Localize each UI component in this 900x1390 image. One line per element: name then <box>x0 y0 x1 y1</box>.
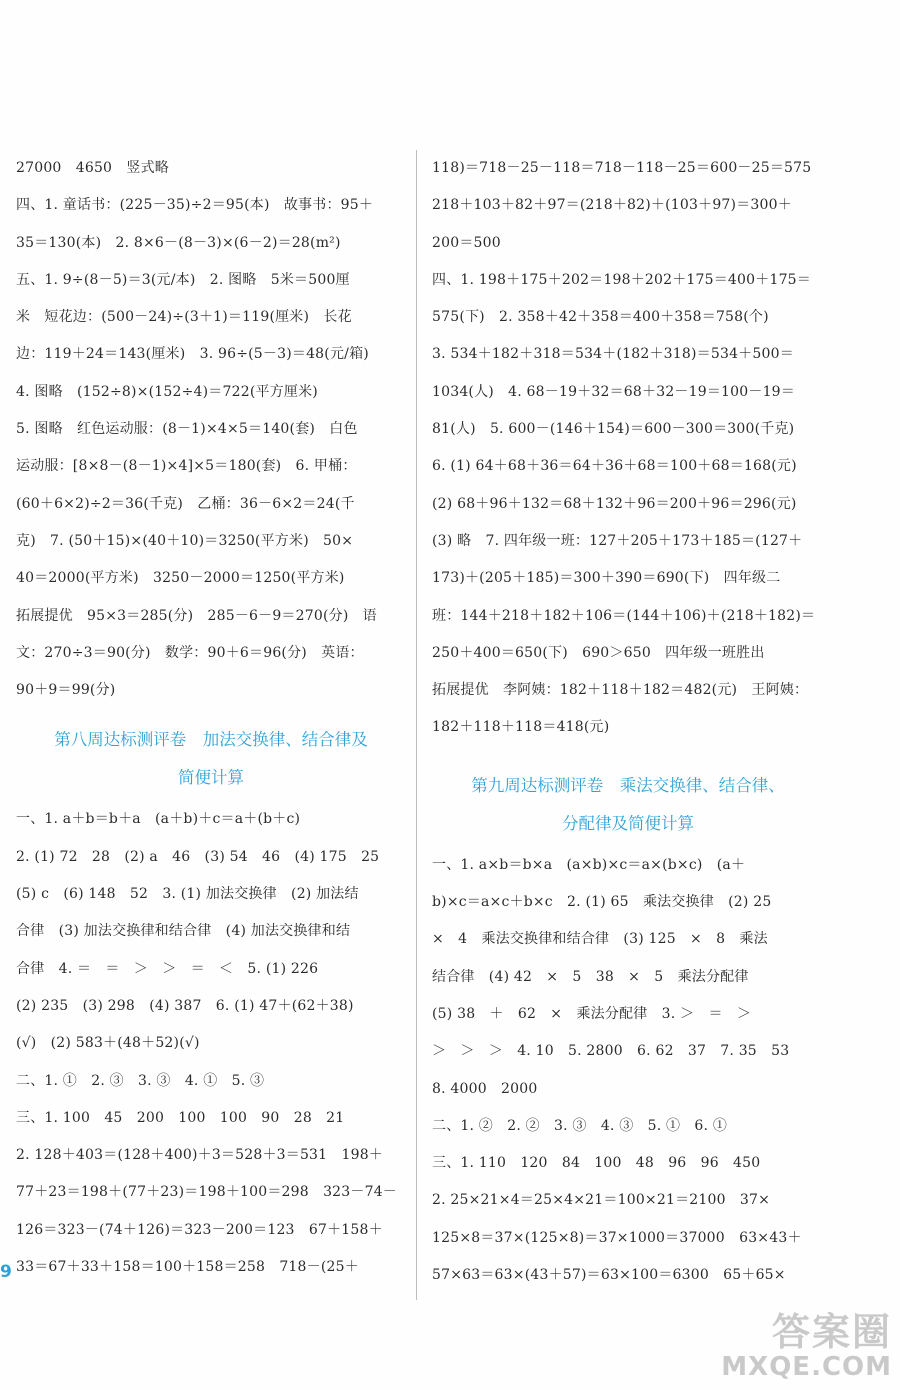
answer-line: 200＝500 <box>432 234 501 251</box>
answer-line: 一、1. a＋b＝b＋a (a＋b)＋c＝a＋(b＋c) <box>16 811 301 828</box>
answer-line: 33＝67＋33＋158＝100＋158＝258 718－(25＋ <box>16 1259 359 1276</box>
section-title-week9-line1: 第九周达标测评卷 乘法交换律、结合律、 <box>471 775 785 795</box>
answer-line: 575(下) 2. 358＋42＋358＝400＋358＝758(个) <box>432 309 769 326</box>
answer-line: 182＋118＋118＝418(元) <box>432 719 610 736</box>
answer-line: 77＋23＝198＋(77＋23)＝198＋100＝298 323－74－ <box>16 1184 398 1201</box>
answer-line: 三、1. 100 45 200 100 100 90 28 21 <box>16 1109 345 1126</box>
answer-line: 五、1. 9÷(8－5)＝3(元/本) 2. 图略 5米＝500厘 <box>16 271 350 288</box>
answer-line: ＞ ＞ ＞ 4. 10 5. 2800 6. 62 37 7. 35 53 <box>432 1043 790 1060</box>
answer-line: 125×8＝37×(125×8)＝37×1000＝37000 63×43＋ <box>432 1229 802 1246</box>
page-number: 9 <box>0 1262 12 1282</box>
answer-line: (5) 38 ＋ 62 × 乘法分配律 3. ＞ ＝ ＞ <box>432 1005 752 1022</box>
section-title-week8-line2: 简便计算 <box>178 768 244 788</box>
answer-line: 米 短花边：(500－24)÷(3＋1)＝119(厘米) 长花 <box>16 309 352 326</box>
answer-line: 3. 534＋182＋318＝534＋(182＋318)＝534＋500＝ <box>432 346 794 363</box>
left-answers-top <box>16 150 406 709</box>
answer-line: 拓展提优 李阿姨：182＋118＋182＝482(元) 王阿姨： <box>432 682 809 699</box>
answer-line: (√) (2) 583＋(48＋52)(√) <box>16 1035 200 1052</box>
answer-line: 1034(人) 4. 68－19＋32＝68＋32－19＝100－19＝ <box>432 383 795 400</box>
answer-line: 2. 128＋403＝(128＋400)＋3＝528＋3＝531 198＋ <box>16 1147 383 1164</box>
answer-line: × 4 乘法交换律和结合律 (3) 125 × 8 乘法 <box>432 931 768 948</box>
answer-line: 2. 25×21×4＝25×4×21＝100×21＝2100 37× <box>432 1192 771 1209</box>
answer-line: 218＋103＋82＋97＝(218＋82)＋(103＋97)＝300＋ <box>432 197 792 214</box>
answer-line: 173)＋(205＋185)＝300＋390＝690(下) 四年级二 <box>432 570 781 587</box>
answer-line: 合律 (3) 加法交换律和结合律 (4) 加法交换律和结 <box>16 923 351 940</box>
answer-line: 运动服：[8×8－(8－1)×4]×5＝180(套) 6. 甲桶： <box>16 458 357 475</box>
answer-line: 4. 图略 (152÷8)×(152÷4)＝722(平方厘米) <box>16 383 318 400</box>
answer-line: 90＋9＝99(分) <box>16 682 116 699</box>
left-answers-bottom <box>16 801 406 1286</box>
answer-line: 合律 4. ＝ ＝ ＞ ＞ ＝ ＜ 5. (1) 226 <box>16 960 319 977</box>
answer-line: 班：144＋218＋182＋106＝(144＋106)＋(218＋182)＝ <box>432 607 816 624</box>
answer-line: (2) 235 (3) 298 (4) 387 6. (1) 47＋(62＋38) <box>16 997 354 1014</box>
answer-line: 6. (1) 64＋68＋36＝64＋36＋68＝100＋68＝168(元) <box>432 458 797 475</box>
answer-line: (3) 略 7. 四年级一班：127＋205＋173＋185＝(127＋ <box>432 532 803 549</box>
answer-line: 2. (1) 72 28 (2) a 46 (3) 54 46 (4) 175 25 <box>16 848 380 865</box>
answer-line: 结合律 (4) 42 × 5 38 × 5 乘法分配律 <box>432 968 749 985</box>
answer-line: 8. 4000 2000 <box>432 1080 538 1097</box>
answer-line: 二、1. ② 2. ② 3. ③ 4. ③ 5. ① 6. ① <box>432 1117 728 1134</box>
answer-line: 三、1. 110 120 84 100 48 96 96 450 <box>432 1155 761 1172</box>
answer-line: b)×c＝a×c＋b×c 2. (1) 65 乘法交换律 (2) 25 <box>432 894 772 911</box>
answer-line: 文：270÷3＝90(分) 数学：90＋6＝96(分) 英语： <box>16 644 364 661</box>
right-answers-bottom <box>432 847 824 1295</box>
answer-line: 118)＝718－25－118＝718－118－25＝600－25＝575 <box>432 160 812 176</box>
right-answers-top <box>432 150 824 747</box>
watermark-logo <box>721 1301 892 1382</box>
answer-line: 27000 4650 竖式略 <box>16 160 169 176</box>
watermark-url: MXQE.COM <box>721 1352 892 1382</box>
answer-line: 边：119＋24＝143(厘米) 3. 96÷(5－3)＝48(元/箱) <box>16 346 369 363</box>
answer-line: 克) 7. (50＋15)×(40＋10)＝3250(平方米) 50× <box>16 532 354 549</box>
answer-line: 5. 图略 红色运动服：(8－1)×4×5＝140(套) 白色 <box>16 421 358 438</box>
answer-line: 四、1. 198＋175＋202＝198＋202＋175＝400＋175＝ <box>432 271 811 288</box>
answer-line: (2) 68＋96＋132＝68＋132＋96＝200＋96＝296(元) <box>432 495 797 512</box>
answer-line: (5) c (6) 148 52 3. (1) 加法交换律 (2) 加法结 <box>16 886 359 903</box>
answer-line: 57×63＝63×(43＋57)＝63×100＝6300 65＋65× <box>432 1267 786 1284</box>
answer-line: 四、1. 童话书：(225－35)÷2＝95(本) 故事书：95＋ <box>16 197 374 214</box>
answer-line: 35＝130(本) 2. 8×6－(8－3)×(6－2)＝28(m²) <box>16 234 341 251</box>
answer-line: 拓展提优 95×3＝285(分) 285－6－9＝270(分) 语 <box>16 607 377 624</box>
section-title-week9-line2: 分配律及简便计算 <box>562 813 694 833</box>
answer-line: 250＋400＝650(下) 690＞650 四年级一班胜出 <box>432 644 765 661</box>
section-title-week8-line1: 第八周达标测评卷 加法交换律、结合律及 <box>54 730 368 750</box>
column-divider <box>416 150 417 1300</box>
answer-line: 二、1. ① 2. ③ 3. ③ 4. ① 5. ③ <box>16 1072 265 1089</box>
answer-line: 81(人) 5. 600－(146＋154)＝600－300＝300(千克) <box>432 421 795 438</box>
answer-line: 40＝2000(平方米) 3250－2000＝1250(平方米) <box>16 570 345 587</box>
right-column <box>432 150 824 1294</box>
answer-line: 一、1. a×b＝b×a (a×b)×c＝a×(b×c) (a＋ <box>432 856 746 873</box>
left-column <box>16 150 406 1286</box>
answer-line: (60＋6×2)÷2＝36(千克) 乙桶：36－6×2＝24(千 <box>16 495 355 512</box>
watermark-text: 答案圈 <box>771 1310 892 1354</box>
answer-line: 126＝323－(74＋126)＝323－200＝123 67＋158＋ <box>16 1221 383 1238</box>
